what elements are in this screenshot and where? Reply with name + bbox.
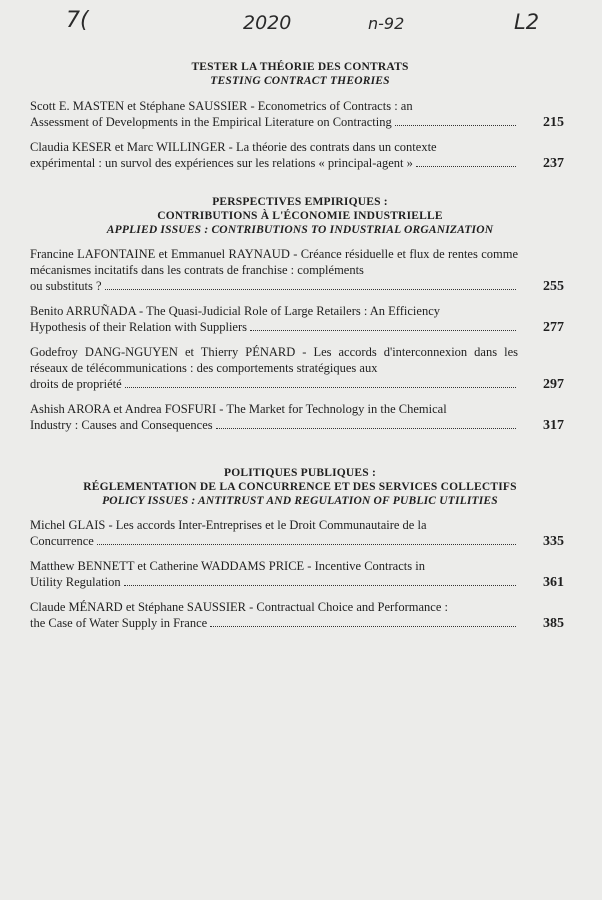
page-number: 317: [543, 418, 564, 433]
entry-lead: Godefroy DANG-NGUYEN et Thierry PÉNARD - Les accords d'interconnexion dans les réseaux de télécommunications : des comportements stratégiques aux: [30, 345, 518, 375]
page-number: 215: [543, 115, 564, 130]
page-number: 277: [543, 320, 564, 335]
toc-entry[interactable]: [30, 139, 570, 171]
section-heading: [30, 466, 570, 508]
entry-last: Concurrence: [30, 534, 94, 548]
toc-entry[interactable]: [30, 246, 570, 294]
entry-lead: Benito ARRUÑADA - The Quasi-Judicial Role of Large Retailers : An Efficiency: [30, 304, 440, 318]
toc-entry[interactable]: [30, 303, 570, 335]
section-title-fr: TESTER LA THÉORIE DES CONTRATS: [191, 61, 409, 73]
page-number: 385: [543, 616, 564, 631]
leader-dots: [97, 543, 516, 545]
entry-lead: Scott E. MASTEN et Stéphane SAUSSIER - Econometrics of Contracts : an: [30, 99, 413, 113]
leader-dots: [416, 165, 516, 167]
toc-entry[interactable]: [30, 599, 570, 631]
leader-dots: [250, 329, 516, 331]
page-number: 297: [543, 377, 564, 392]
leader-dots: [105, 288, 516, 290]
section-heading: [30, 195, 570, 237]
entry-last: the Case of Water Supply in France: [30, 616, 208, 630]
entry-lead: Claude MÉNARD et Stéphane SAUSSIER - Contractual Choice and Performance :: [30, 600, 448, 614]
section-heading: [30, 60, 570, 88]
entry-last: Industry : Causes and Consequences: [30, 418, 213, 432]
toc-section-policy: [30, 466, 570, 640]
section-title-fr: POLITIQUES PUBLIQUES :: [223, 467, 377, 479]
entry-lead: Michel GLAIS - Les accords Inter-Entreprises et le Droit Communautaire de la: [30, 518, 427, 532]
leader-dots: [125, 386, 516, 388]
toc-entry[interactable]: [30, 401, 570, 433]
entry-lead: Claudia KESER et Marc WILLINGER - La théorie des contrats dans un contexte: [30, 140, 437, 154]
leader-dots: [210, 625, 516, 627]
entry-last: expérimental : un survol des expériences sur les relations « principal-agent »: [30, 156, 413, 170]
toc-section-applied: [30, 195, 570, 442]
section-title-fr: PERSPECTIVES EMPIRIQUES :: [212, 196, 388, 208]
handwritten-mark: 2020: [243, 12, 292, 34]
entry-last: ou substituts ?: [30, 279, 102, 293]
entry-lead: Ashish ARORA et Andrea FOSFURI - The Market for Technology in the Chemical: [30, 402, 447, 416]
section-title-en: APPLIED ISSUES : CONTRIBUTIONS TO INDUSTRIAL ORGANIZATION: [106, 224, 494, 236]
entry-last: droits de propriété: [30, 377, 122, 391]
leader-dots: [395, 124, 516, 126]
toc-entry[interactable]: [30, 344, 570, 392]
page-number: 237: [543, 156, 564, 171]
entry-last: Utility Regulation: [30, 575, 121, 589]
entry-lead: Matthew BENNETT et Catherine WADDAMS PRICE - Incentive Contracts in: [30, 559, 425, 573]
page-number: 361: [543, 575, 564, 590]
section-title-fr2: RÉGLEMENTATION DE LA CONCURRENCE ET DES SERVICES COLLECTIFS: [83, 481, 517, 493]
toc-entry[interactable]: [30, 558, 570, 590]
toc-section-testing: [30, 60, 570, 180]
handwritten-mark: L2: [514, 10, 540, 34]
entry-lead: Francine LAFONTAINE et Emmanuel RAYNAUD - Créance résiduelle et flux de rentes comme mécanismes incitatifs dans les contrats de franchise : compléments: [30, 247, 518, 277]
page-number: 255: [543, 279, 564, 294]
section-title-en: POLICY ISSUES : ANTITRUST AND REGULATION OF PUBLIC UTILITIES: [102, 495, 498, 507]
leader-dots: [216, 427, 516, 429]
section-title-fr2: CONTRIBUTIONS À L'ÉCONOMIE INDUSTRIELLE: [157, 210, 443, 222]
handwritten-mark: n-92: [368, 14, 405, 33]
handwritten-mark: 7(: [66, 8, 89, 33]
entry-last: Assessment of Developments in the Empirical Literature on Contracting: [30, 115, 392, 129]
section-title-en: TESTING CONTRACT THEORIES: [210, 75, 390, 87]
leader-dots: [124, 584, 516, 586]
page-number: 335: [543, 534, 564, 549]
toc-entry[interactable]: [30, 98, 570, 130]
toc-entry[interactable]: [30, 517, 570, 549]
entry-last: Hypothesis of their Relation with Suppliers: [30, 320, 247, 334]
